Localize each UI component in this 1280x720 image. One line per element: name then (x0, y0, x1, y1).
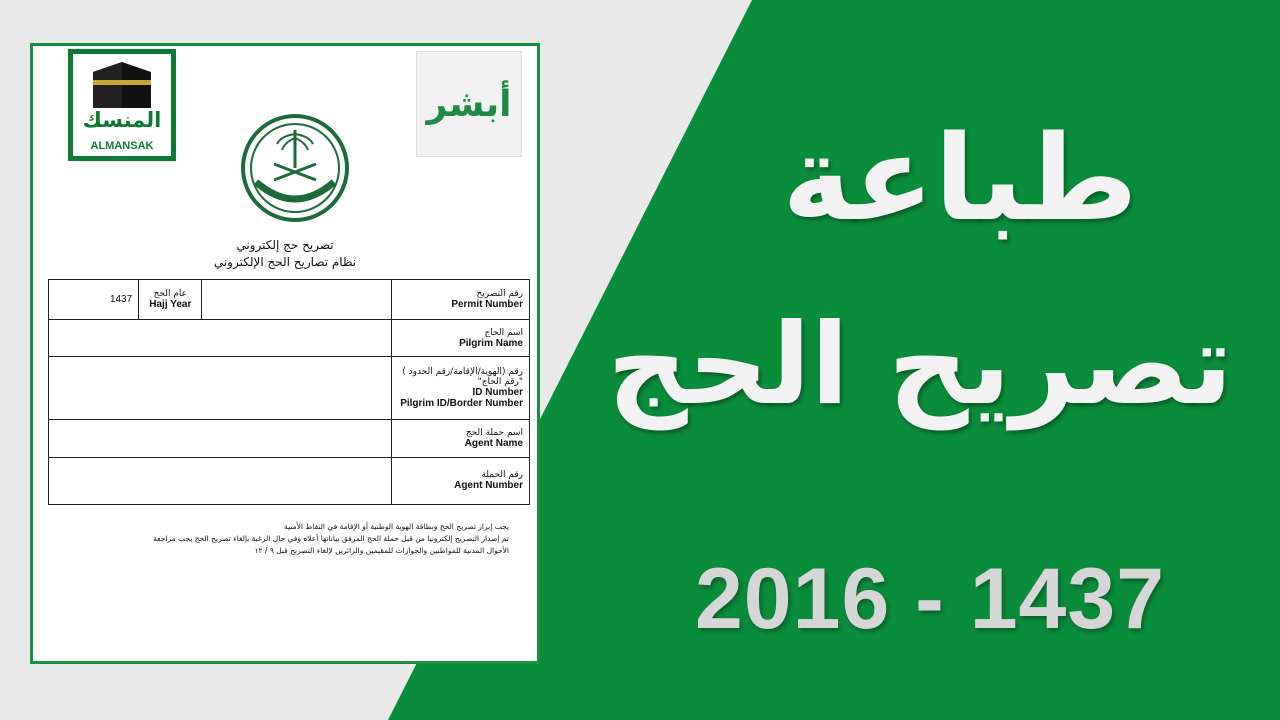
table-row (49, 419, 530, 457)
agent-name-label-en: Agent Name (464, 437, 523, 449)
hajj-year-label-ar: عام الحج (153, 289, 188, 300)
hajj-year-label-en: Hajj Year (149, 299, 192, 311)
pilgrim-name-value (49, 320, 392, 357)
permit-number-label-ar: رقم التصريح (476, 289, 523, 300)
pilgrim-name-label-en: Pilgrim Name (459, 337, 523, 349)
permit-notes (73, 521, 509, 557)
agent-number-value (49, 457, 392, 504)
id-number-label-ar: رقم (الهوية/الإقامة/رقم الحدود ) (402, 366, 523, 377)
permit-details-table (48, 279, 530, 505)
kaaba-icon (73, 56, 171, 112)
hajj-year-value: 1437 (49, 280, 139, 320)
absher-text: أبشر (426, 84, 512, 125)
agent-name-label (392, 419, 530, 457)
id-number-label-ar-2: "رقم الحاج" (477, 376, 523, 387)
id-number-value (49, 357, 392, 419)
permit-number-label (392, 280, 530, 320)
note-line: تم إصدار التصريح إلكترونيا من قبل حملة الحج المرفق بياناتها أعلاه وفي حال الرغبة بإلغاء تصريح الحج يجب مراجعة (153, 534, 509, 543)
hajj-year-label (139, 280, 202, 320)
pilgrim-name-label (392, 320, 530, 357)
agent-number-label-ar: رقم الحملة (481, 470, 523, 481)
table-row (49, 457, 530, 504)
id-number-label (392, 357, 530, 419)
almansak-english-text: ALMANSAK (90, 140, 154, 152)
permit-system-title: نظام تصاريح الحج الإلكتروني (213, 255, 357, 269)
headline-years: 2016 - 1437 (694, 551, 1166, 647)
agent-name-value (49, 419, 392, 457)
table-row (49, 280, 530, 320)
id-number-label-en: ID Number (472, 386, 523, 398)
note-line: يجب إبراز تصريح الحج وبطاقة الهوية الوطنية أو الإقامة في النقاط الأمنية (284, 522, 509, 531)
agent-number-label-en: Agent Number (454, 480, 523, 492)
table-row (49, 320, 530, 357)
pilgrim-id-label-en: Pilgrim ID/Border Number (400, 397, 523, 409)
hajj-permit-document (30, 43, 540, 664)
pilgrim-name-label-ar: اسم الحاج (484, 327, 523, 338)
permit-title: تصريح حج إلكتروني (236, 238, 334, 252)
ministry-emblem-icon (236, 112, 354, 224)
note-line: الأحوال المدنية للمواطنين والجوازات للمقيمين والزائرين لإلغاء التصريح قبل ٩ / ١٢ (254, 546, 509, 555)
permit-number-label-en: Permit Number (451, 299, 523, 311)
headline-print: طباعة (782, 109, 1138, 247)
permit-number-value (202, 280, 392, 320)
absher-logo (416, 51, 522, 157)
agent-name-label-ar: اسم حملة الحج (465, 427, 523, 438)
agent-number-label (392, 457, 530, 504)
almansak-arabic-text: المنسك (82, 108, 162, 132)
almansak-logo (68, 49, 176, 161)
table-row (49, 357, 530, 419)
headline-hajj-permit: تصريح الحج (607, 300, 1233, 430)
